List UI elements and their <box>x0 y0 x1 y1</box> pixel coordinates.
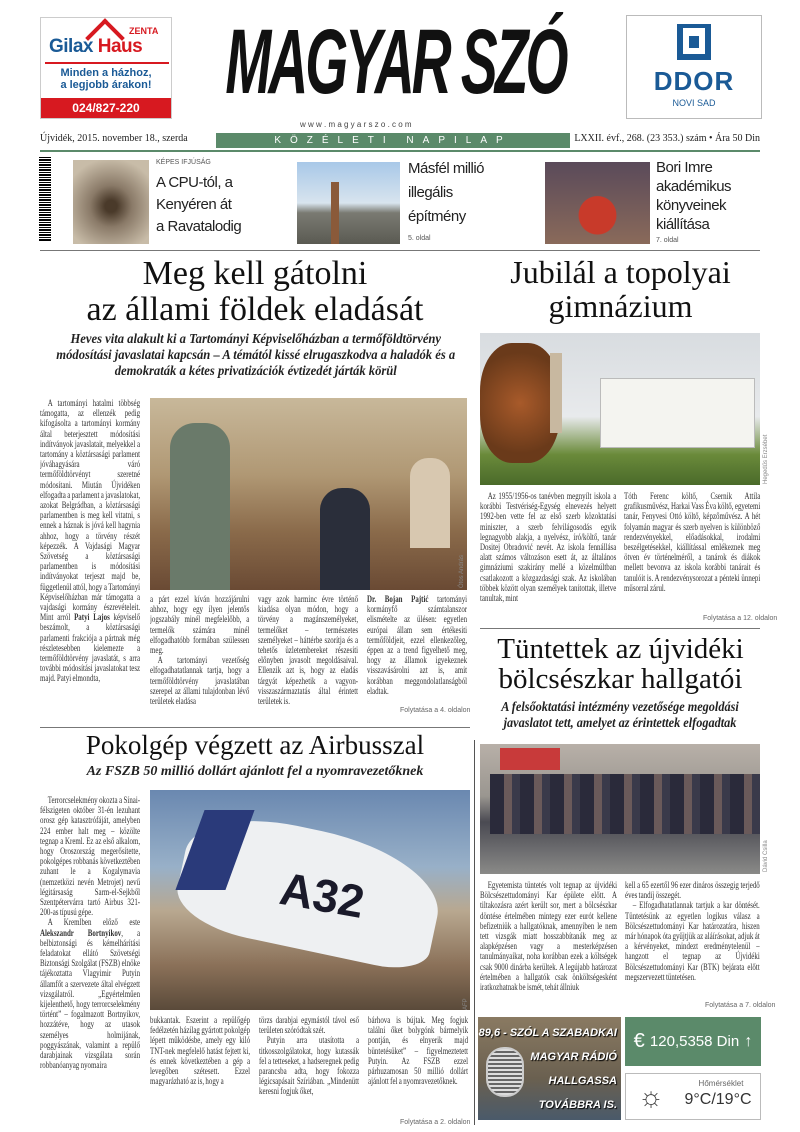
ddor-brand: DDOR <box>653 66 735 96</box>
ad-slogan-2: a legjobb árakon! <box>60 79 152 91</box>
article-column: Egyetemista tüntetés volt tegnap az újvidéki Bölcsészettudományi Kar épülete előtt. A tiltakozásra azért került sor, mert a bölcsészkar döntése értelmében mintegy ezer eurót kellene befizetniük a hallgatóknak, amennyiben le nem tett vizsgák miatt hosszabbítanák meg az alapképzésen vagy a mesterképzésen tanulmányaikat, noha korábban ezek a költségek csak 9000 dinárba kerültek. A legújabb határozat értelmében a hallgatók csak önköltségesként iratkozhatnak be ismét, tehát állniuk <box>480 880 618 993</box>
teaser-photo-construction[interactable] <box>297 162 400 244</box>
radio-line: MAGYAR RÁDIÓ <box>530 1051 617 1063</box>
teaser-line: Kenyéren át <box>156 196 232 213</box>
tagline-bar: KÖZÉLETI NAPILAP <box>216 133 570 148</box>
ad-ddor[interactable] <box>626 15 762 119</box>
sun-icon: ☼ <box>638 1081 664 1112</box>
radio-line: HALLGASSA <box>548 1075 617 1087</box>
exchange-rate-box[interactable] <box>625 1017 761 1066</box>
arrow-up-icon: ↑ <box>744 1032 753 1050</box>
photo-parliament[interactable] <box>150 398 467 590</box>
teaser-line: a Ravatalodig <box>156 218 242 235</box>
ad-gilax-haus[interactable] <box>40 17 172 119</box>
masthead-logo[interactable]: MAGYAR SZÓ <box>224 11 566 113</box>
photo-credit: AFP <box>463 998 469 1010</box>
photo-credit: Dávid Csilla <box>763 840 769 872</box>
photo-protest[interactable] <box>480 744 760 874</box>
ad-slogan-1: Minden a házhoz, <box>60 67 152 79</box>
article-column: A tartományi hatalmi többség támogatta, az ellenzék pedig kifogásolta a tartományi kormány által beterjesztett módosítási indítványok javaslatait, melyekkel a tartomány a köztársasági parlament jóváhagyására váró termőföldtörvényt szeretné módosítani. Miután Újvidéken elfogadta a parlament a javaslatokat, azokat Belgrádban, a köztársasági parlamentben is meg kell vitatni, s ennek a háznak is jóvá kell hagynia ahhoz, hogy a törvény részét képezzék. A Vajdasági Magyar Szövetség a köztársasági parlamentben is módosítási indítványokat terjeszt majd be, függetlenül attól, hogy a Tartományi Képviselőházban már támogatta a vajdasági kormány észrevételeit. Mint arról Patyi Lajos képviselő beszámolt, a köztársasági parlamenti frakciója a pártnak még részletesebben kielemezte a termőföldtörvény javaslatát, s arra további módosítási javaslatokat tesz majd. Patyi elmondta, <box>40 398 141 684</box>
photo-plane-wreck[interactable] <box>150 790 470 1010</box>
date-line: Újvidék, 2015. november 18., szerda <box>40 133 188 144</box>
issue-info: LXXII. évf., 268. (23 353.) szám • Ára 50 Din <box>574 133 760 144</box>
ddor-city: NOVI SAD <box>672 98 716 108</box>
teaser-line: akadémikus <box>656 178 732 195</box>
ad-phone: 024/827-220 <box>41 98 171 118</box>
headline-foldek[interactable] <box>40 256 470 327</box>
headline-line: gimnázium <box>548 287 693 324</box>
teaser-line: Másfél millió <box>408 160 485 177</box>
headline-tuntetes[interactable] <box>478 634 763 695</box>
article-column: bárhova is bújtak. Meg fogjuk találni őket bolygónk bármelyik pontján, és elnyerik majd büntetésüket” – figyelmeztetett Putyin. Az FSZB ezzel párhuzamosan 50 millió dollárt ajánlott fel a nyomravezetőknek. <box>368 1015 469 1087</box>
teaser-line: illegális <box>408 184 453 201</box>
article-column: kell a 65 ezertől 96 ezer dináros összegig terjedő éves tandíj összegét. – Elfogadhatatlannak tartjuk a kar döntését. Tüntetésünk az egyetlen logikus válasz a Bölcsészettudományi Kar határozatára, hiszen már hónapok óta gyűjtjük az aláírásokat, adjuk át a kérvényeket, mindezt eredménytelenül – hangzott el tegnap az Újvidéki Bölcsészettudományi Kar (BTK) bejárata előtt megszervezett tüntetésen. <box>625 880 760 982</box>
headline-airbus[interactable]: Pokolgép végzett az Airbusszal <box>85 730 425 760</box>
teaser-line: A CPU-tól, a <box>156 174 233 191</box>
website[interactable]: w w w . m a g y a r s z o . c o m <box>300 120 412 129</box>
headline-line: az állami földek eladását <box>86 290 424 328</box>
photo-credit: Ótos András <box>459 554 465 588</box>
teaser-photo-screaming-face[interactable] <box>73 160 149 244</box>
headline-line: bölcsészkar hallgatói <box>498 663 743 696</box>
teaser-line: Bori Imre <box>656 159 713 176</box>
teaser-line: építmény <box>408 208 466 225</box>
continued-link[interactable]: Folytatása a 12. oldalon <box>703 615 778 622</box>
weather-box[interactable] <box>625 1073 761 1120</box>
continued-link[interactable]: Folytatása a 4. oldalon <box>400 707 471 714</box>
teaser-illegal-buildings[interactable] <box>408 157 484 229</box>
continued-link[interactable]: Folytatása a 7. oldalon <box>705 1002 776 1009</box>
article-column: vagy azok harminc évre történő kiadása olyan módon, hogy a törvény a magánszemélyeket, termelőket – természetes személyeket – háttérbe szorítja és a tehetős üzletembereket részesíti előnyben javasolt megoldásaival. Ellenzik azt is, hogy az eladás tárgyát képezhetik a vagyon-visszaszármaztatás által érintett területek is. <box>258 594 359 707</box>
subheadline-tuntetes: A felsőoktatási intézmény vezetősége megoldási javaslatot tett, amelyet az érintettek elfogadtak <box>501 700 739 732</box>
photo-gymnasium[interactable] <box>480 333 760 485</box>
headline-jubilal[interactable] <box>478 256 763 323</box>
euro-icon: € <box>633 1030 645 1052</box>
ad-radio[interactable] <box>478 1017 621 1120</box>
teaser-bori-imre[interactable] <box>656 158 731 234</box>
ddor-logo-icon <box>677 24 711 60</box>
exchange-rate-value: 120,5358 Din <box>649 1033 740 1050</box>
article-column: a párt ezzel kíván hozzájárulni ahhoz, hogy egy ilyen jelentős jogszabály minél megfelelőbb, a termelők számára minél elfogadhatóbb formában szülessen meg. A tartományi vezetőség elfogadhatatlannak tartja, hogy a termőföldtörvény javaslatában szerepel az állami tulajdonban lévő területek eladása <box>150 594 250 707</box>
article-column: Terrorcselekmény okozta a Sínai-félszigeten október 31-én lezuhant orosz gép katasztrófáját, amelyben 224 ember halt meg – közölte tegnap a Kreml. Ez az első alkalom, hogy Oroszország megerősítette, pokolgépes robbanás következtében zuhant le a Kogalymavia (nemzetközi nevén Metrojet) nevű légitársaság Sarm-el-Sejkből Szentpétervárra tartó Airbus 321-200-as típusú gépe. A Kremlben előző este Alekszandr Bortnyikov, a belbiztonsági és kémelhárítási feladatokat ellátó Szövetségi Biztonsági Szolgálat (FSZB) elnöke tájékoztatta Vlagyimir Putyin államfőt a szervezete által elvégzett vizsgálatról. „Egyértelműen kijelenthető, hogy terrorcselekmény történt” – fogalmazott Bortnyikov, hozzátéve, hogy az utasok személyes holmijának, poggyászának, valamint a repülő darabjainak vizsgálata során robbanóanyag nyomaira <box>40 795 141 1071</box>
article-column: Tóth Ferenc költő, Csernik Attila grafikusművész, Harkai Vass Éva költő, egyetemi tanár, Fenyvesi Ottó költő, képzőművész. A hét folyamán magyar és szerb nyelven is különböző rendezvényekkel, előadásokkal, irodalmi beszélgetésekkel, kiállítással emlékeznek meg ötven év történelméről, a tanárok és diákok mellett bevonva az iskola korábbi tanárait és tanulóit is. A rendezvénysorozat a pénteki ünnepi műsorral zárul. <box>624 491 761 593</box>
photo-credit: Hegedűs Erzsébet <box>763 434 769 484</box>
teaser-page: 7. oldal <box>656 237 679 244</box>
subheadline-airbus: Az FSZB 50 millió dollárt ajánlott fel a nyomravezetőknek <box>86 764 424 779</box>
teaser-photo-exhibition[interactable] <box>545 162 650 244</box>
headline-line: Jubilál a topolyai <box>510 254 731 290</box>
article-column: Az 1955/1956-os tanévben megnyílt iskola a korábbi Testvériség-Egység elnevezés helyett 1992-ben vette fel az első szerb közoktatási miniszter, a szerb felvilágosodás egyik legnagyobb alakja, a nyelvész, író/költő, tanár Dositej Obradović nevét. Az iskola fennállása alatt számos változáson esett át, az általános gimnáziumi szakirány mellé a közelmúltban csatlakozott a közgazdasági szak. Az iskolában többek között olyan személyek tanítottak, illetve tanultak, mint <box>480 491 617 604</box>
ad-town: ZENTA <box>129 26 159 36</box>
brand-part2: Haus <box>97 36 143 57</box>
teaser-kicker: KÉPES IFJÚSÁG <box>156 159 211 166</box>
weather-label: Hőmérséklet <box>698 1079 744 1088</box>
headline-line: Meg kell gátolni <box>142 255 368 292</box>
subheadline-foldek: Heves vita alakult ki a Tartományi Képviselőházban a termőföldtörvény módosítási javaslatai kapcsán – A témától kissé elrugaszkodva a haladók és a demokraták a kétes privatizációk évtizedét járták körül <box>56 332 456 380</box>
teaser-line: könyveinek <box>656 197 727 214</box>
article-column: Dr. Bojan Pajtić tartományi kormányfő számtalanszor elismételte az ülésen: egyetlen európai állam sem értékesíti termőföldjeit, ezzel ellenkezőleg, éppen az a trend figyelhető meg, hogy az államok igyekeznek visszavásárolni azt is, amit korábban meggondolatlanságból eladtak. <box>367 594 468 696</box>
teaser-cpu[interactable] <box>156 172 241 238</box>
plane-livery-text: A32 <box>276 862 369 928</box>
weather-value: 9°C/19°C <box>684 1091 752 1108</box>
radio-line: 89,6 - SZÓL A SZABADKAI <box>478 1027 617 1039</box>
barcode <box>39 157 51 242</box>
article-column: törzs darabjai egymástól távol eső területen szóródtak szét. Putyin arra utasította a titkosszolgálatokat, hogy kutassák fel a tetteseket, a hadseregnek pedig parancsba adta, hogy fokozza légicsapásait Szíriában. „Mindenütt keresni fogjuk őket, <box>259 1015 360 1097</box>
ad-brand <box>49 36 142 58</box>
headline-line: Tüntettek az újvidéki <box>497 633 744 665</box>
continued-link[interactable]: Folytatása a 2. oldalon <box>400 1119 471 1126</box>
teaser-page: 5. oldal <box>408 235 431 242</box>
radio-line: TOVÁBBRA IS. <box>538 1099 617 1111</box>
brand-part1: Gilax <box>49 36 93 57</box>
teaser-line: kiállítása <box>656 216 710 233</box>
article-column: bukkantak. Eszerint a repülőgép fedélzetén házilag gyártott pokolgép lépett működésbe, amely egy kiló TNT-nek megfelelő hatást fejtett ki, és ennek következtében a gép a levegőben szétesett. Ezzel magyarázható az is, hogy a <box>150 1015 251 1087</box>
